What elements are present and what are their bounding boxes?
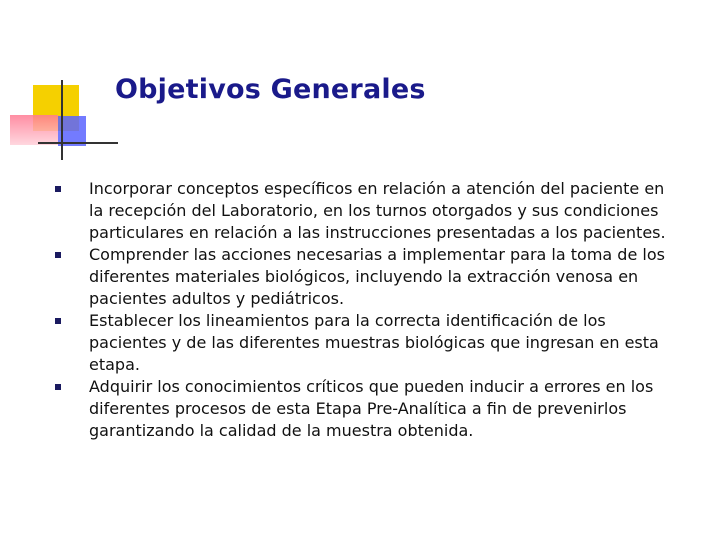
pink-square <box>10 115 58 145</box>
bullet-list <box>55 178 675 442</box>
bullet-square-icon <box>55 318 61 324</box>
bullet-text: Incorporar conceptos específicos en relación a atención del paciente en la recepción del Laboratorio, en los turnos otorgados y sus condiciones particulares en relación a las instrucciones presentadas a los pacientes. <box>89 179 666 242</box>
bullet-square-icon <box>55 384 61 390</box>
bullet-square-icon <box>55 186 61 192</box>
bullet-square-icon <box>55 252 61 258</box>
slide-title: Objetivos Generales <box>115 74 426 105</box>
bullet-item <box>55 244 675 310</box>
bullet-text: Adquirir los conocimientos críticos que pueden inducir a errores en los diferentes procesos de esta Etapa Pre-Analítica a fin de prevenirlos garantizando la calidad de la muestra obtenida. <box>89 377 654 440</box>
vertical-line <box>61 80 63 160</box>
bullet-text: Comprender las acciones necesarias a implementar para la toma de los diferentes materiales biológicos, incluyendo la extracción venosa en pacientes adultos y pediátricos. <box>89 245 665 308</box>
bullet-text: Establecer los lineamientos para la correcta identificación de los pacientes y de las diferentes muestras biológicas que ingresan en esta etapa. <box>89 311 659 374</box>
decorative-logo <box>0 0 120 170</box>
bullet-item <box>55 376 675 442</box>
horizontal-line <box>38 142 118 144</box>
bullet-item <box>55 310 675 376</box>
bullet-item <box>55 178 675 244</box>
